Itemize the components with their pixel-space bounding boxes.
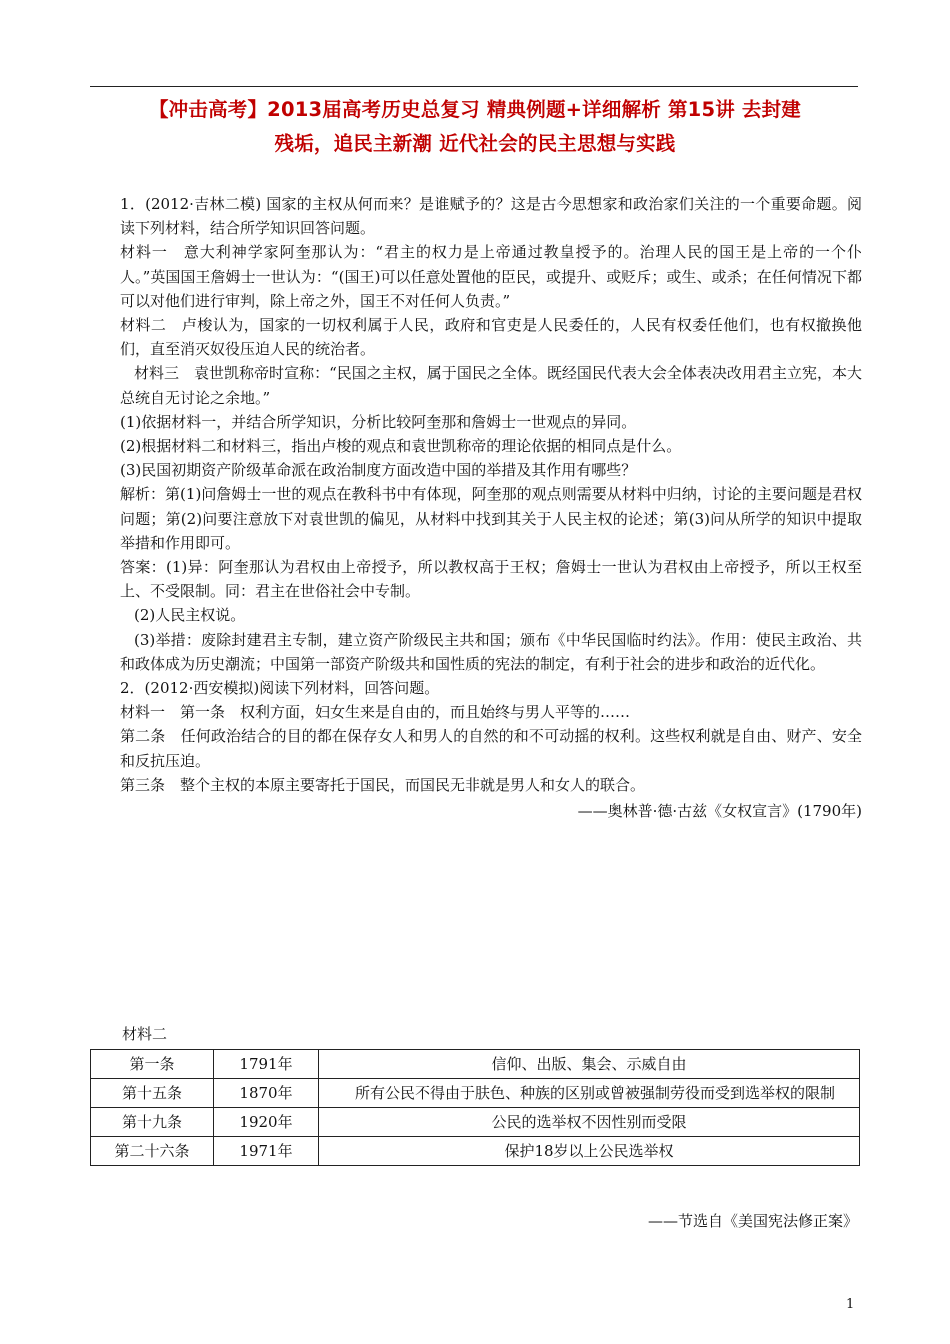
amendment-year: 1971年 [214, 1137, 319, 1166]
q1-material-2: 材料二 卢梭认为，国家的一切权利属于人民，政府和官吏是人民委任的，人民有权委任他们，也有权撤换他们，直至消灭奴役压迫人民的统治者。 [120, 316, 862, 359]
amendment-article: 第十九条 [91, 1108, 214, 1137]
amendment-article: 第十五条 [91, 1079, 214, 1108]
q2-intro: 2．(2012·西安模拟)阅读下列材料，回答问题。 [120, 679, 440, 698]
q1-answer-2: (2)人民主权说。 [134, 606, 246, 625]
table-source: ——节选自《美国宪法修正案》 [647, 1212, 858, 1230]
q2-material-1-article-2: 第二条 任何政治结合的目的都在保存女人和男人的自然的和不可动摇的权利。这些权利就是自由、财产、安全和反抗压迫。 [120, 727, 862, 770]
title-line-2: 残垢，追民主新潮 近代社会的民主思想与实践 [274, 132, 676, 155]
amendment-year: 1920年 [214, 1108, 319, 1137]
table-row [91, 1050, 860, 1079]
page-title [90, 93, 860, 161]
q2-material-1-article-3: 第三条 整个主权的本原主要寄托于国民，而国民无非就是男人和女人的联合。 [120, 775, 646, 794]
q2-material-1-article-1: 材料一 第一条 权利方面，妇女生来是自由的，而且始终与男人平等的…… [120, 703, 631, 722]
amendment-content: 公民的选举权不因性别而受限 [319, 1108, 860, 1137]
title-line-1: 【冲击高考】2013届高考历史总复习 精典例题+详细解析 第15讲 去封建 [148, 98, 801, 121]
q1-question-2: (2)根据材料二和材料三，指出卢梭的观点和袁世凯称帝的理论依据的相同点是什么。 [120, 437, 682, 456]
amendment-year: 1870年 [214, 1079, 319, 1108]
table-row [91, 1108, 860, 1137]
q1-material-1: 材料一 意大利神学家阿奎那认为：“君主的权力是上帝通过教皇授予的。治理人民的国王是上帝的一个仆人。”英国国王詹姆士一世认为：“(国王)可以任意处置他的臣民，或提升、或贬斥；或生、或杀；在任何情况下都可以对他们进行审判，除上帝之外，国王不对任何人负责。” [120, 243, 862, 310]
q1-answer-1: 答案：(1)异：阿奎那认为君权由上帝授予，所以教权高于王权；詹姆士一世认为君权由上帝授予，所以王权至上、不受限制。同：君主在世俗社会中专制。 [120, 558, 862, 601]
amendment-year: 1791年 [214, 1050, 319, 1079]
amendment-article: 第二十六条 [91, 1137, 214, 1166]
page-number: 1 [846, 1297, 855, 1312]
q1-answer-3: (3)举措：废除封建君主专制，建立资产阶级民主共和国；颁布《中华民国临时约法》。作用：使民主政治、共和政体成为历史潮流；中国第一部资产阶级共和国性质的宪法的制定，有利于社会的进步和政治的近代化。 [120, 630, 862, 673]
table-row [91, 1137, 860, 1166]
amendment-content: 信仰、出版、集会、示威自由 [319, 1050, 860, 1079]
q1-question-1: (1)依据材料一，并结合所学知识，分析比较阿奎那和詹姆士一世观点的异同。 [120, 412, 637, 431]
amendment-article: 第一条 [91, 1050, 214, 1079]
q1-question-3: (3)民国初期资产阶级革命派在政治制度方面改造中国的举措及其作用有哪些？ [120, 461, 637, 480]
q1-analysis: 解析：第(1)问詹姆士一世的观点在教科书中有体现，阿奎那的观点则需要从材料中归纳，讨论的主要问题是君权问题；第(2)问要注意放下对袁世凯的偏见，从材料中找到其关于人民主权的论述；第(3)问从所学的知识中提取举措和作用即可。 [120, 485, 862, 552]
amendment-content: 保护18岁以上公民选举权 [319, 1137, 860, 1166]
header-rule [90, 86, 858, 87]
amendments-table [90, 1049, 860, 1166]
q2-material-1-source: ——奥林普·德·古兹《女权宣言》(1790年) [577, 802, 862, 821]
amendment-content: 所有公民不得由于肤色、种族的区别或曾被强制劳役而受到选举权的限制 [319, 1079, 860, 1108]
table-row [91, 1079, 860, 1108]
q1-material-3: 材料三 袁世凯称帝时宣称：“民国之主权，属于国民之全体。既经国民代表大会全体表决改用君主立宪，本大总统自无讨论之余地。” [120, 364, 862, 407]
q1-intro: 1．(2012·吉林二模) 国家的主权从何而来？是谁赋予的？这是古今思想家和政治家们关注的一个重要命题。阅读下列材料，结合所学知识回答问题。 [120, 195, 862, 238]
question-body [120, 192, 862, 823]
q2-material-2-label: 材料二 [122, 1025, 168, 1043]
